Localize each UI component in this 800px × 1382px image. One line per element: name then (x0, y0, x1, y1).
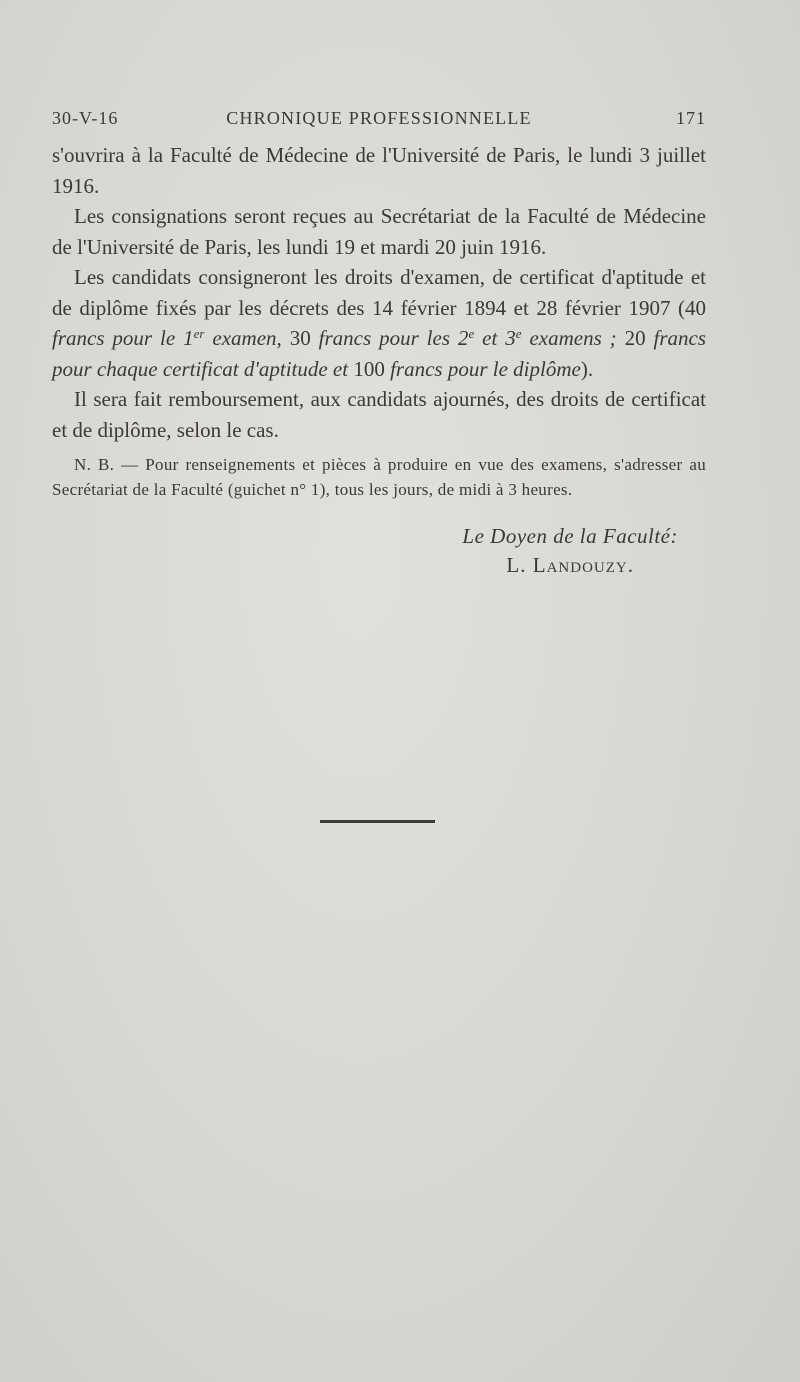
droits-italic-3: francs pour chaque certificat d'aptitude et (52, 326, 707, 381)
section-divider (320, 820, 435, 823)
droits-italic-1: francs pour le 1er examen, (52, 325, 282, 350)
paragraph-remboursement: Il sera fait remboursement, aux candidats ajournés, des droits de certificat et de diplôme, selon le cas. (52, 387, 706, 442)
droits-amount-30: 30 (281, 326, 319, 350)
signature-title: Le Doyen de la Faculté: (462, 524, 678, 548)
droits-italic-4: francs pour le diplôme (390, 356, 581, 381)
droits-closing: ). (580, 356, 594, 381)
nota-bene (52, 453, 706, 502)
nota-bene-label: N. B. — (74, 455, 139, 474)
signature-initial: L. (506, 553, 533, 577)
paragraph-droits (52, 262, 706, 384)
header-section-title: CHRONIQUE PROFESSIONNELLE (226, 108, 532, 128)
nota-bene-text: Pour renseignements et pièces à produire en vue des examens, s'adresser au Secrétariat de la Faculté (guichet n° 1), tous les jours, de midi à 3 heures. (52, 455, 706, 499)
droits-italic-2: francs pour les 2e et 3e examens ; (318, 325, 617, 350)
signature-surname: Landouzy. (532, 553, 634, 577)
running-header (52, 108, 706, 134)
paragraph-opening: s'ouvrira à la Faculté de Médecine de l'Université de Paris, le lundi 3 juillet 1916. (52, 143, 706, 198)
droits-amount-20: 20 (616, 326, 654, 350)
page-number: 171 (676, 108, 706, 128)
droits-text: Les candidats consigneront les droits d'examen, de certificat d'aptitude et de diplôme fixés par les décrets des 14 février 1894 et 28 février 1907 (40 (52, 265, 706, 320)
main-text (52, 140, 706, 445)
header-date: 30-V-16 (52, 108, 119, 128)
droits-amount-100: 100 (348, 356, 391, 381)
paragraph-consignations: Les consignations seront reçues au Secrétariat de la Faculté de Médecine de l'Université de Paris, les lundi 19 et mardi 20 juin 1916. (52, 204, 706, 259)
signature-name (506, 551, 634, 579)
